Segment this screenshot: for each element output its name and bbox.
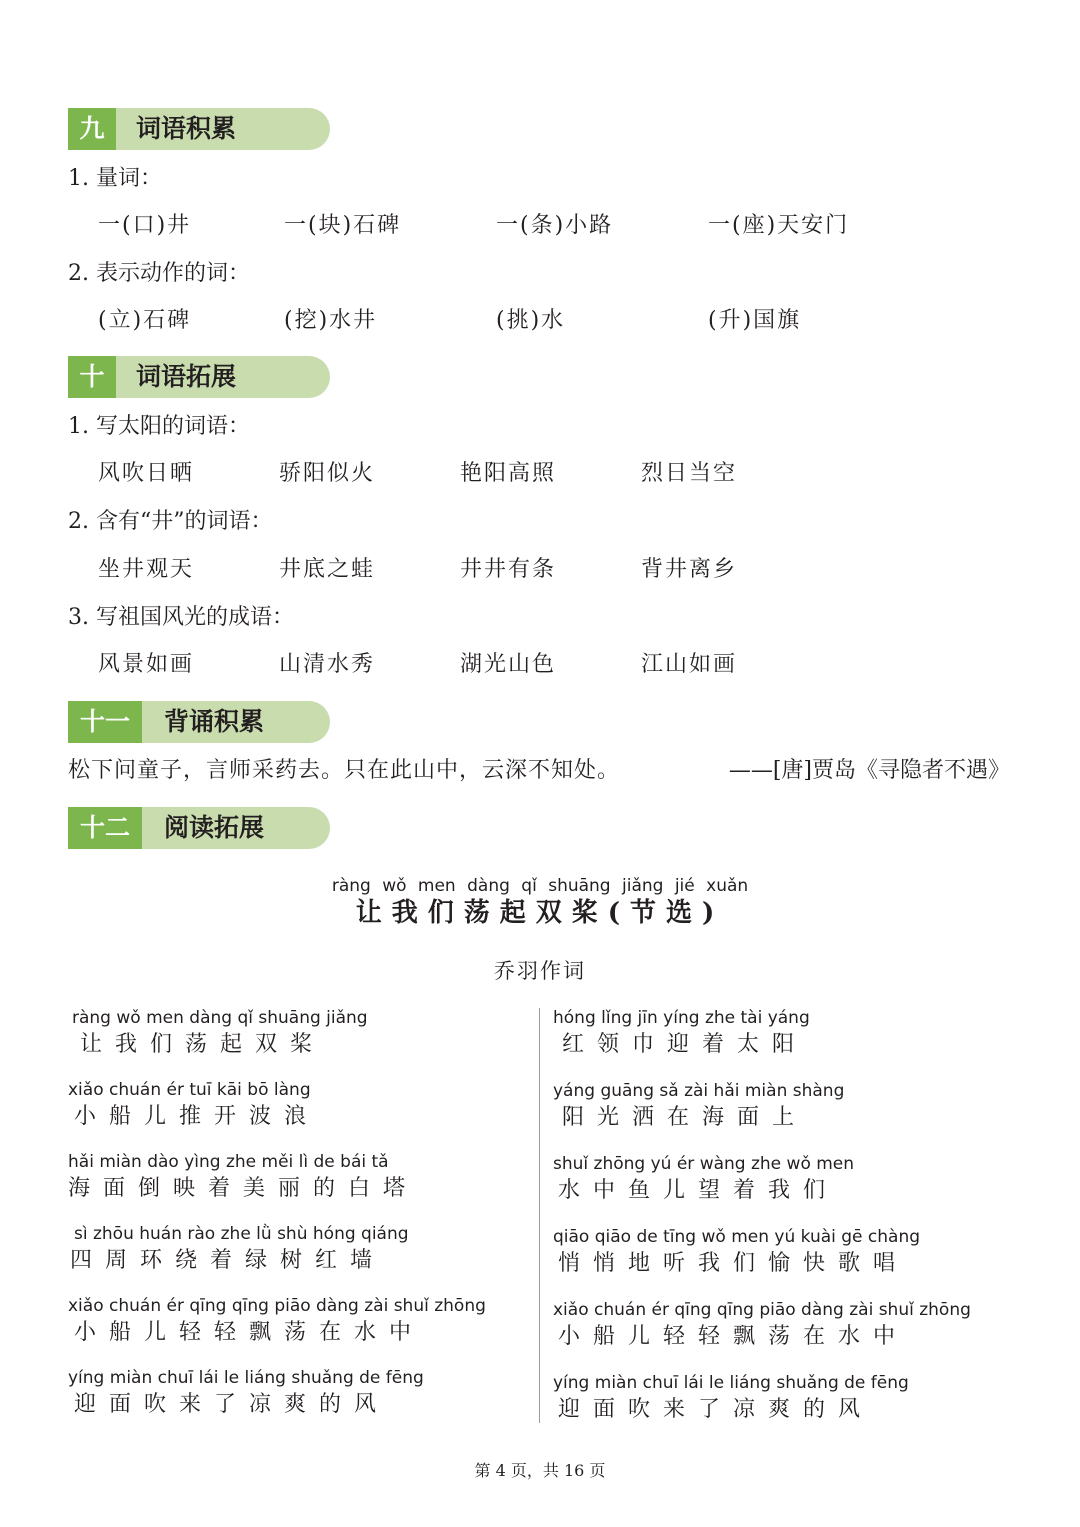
- lyric-pinyin: yíng miàn chuī lái le liáng shuǎng de fēng: [553, 1373, 909, 1393]
- word-item: 一(条)小路: [496, 213, 614, 238]
- lyric-pinyin: yíng miàn chuī lái le liáng shuǎng de fēng: [68, 1368, 424, 1388]
- word-item: 井底之蛙: [279, 557, 376, 582]
- section-header-11: [68, 701, 330, 743]
- word-item: 井井有条: [460, 557, 557, 582]
- page-footer: 第 4 页，共 16 页: [474, 1461, 606, 1480]
- lyric-pinyin: hóng lǐng jīn yíng zhe tài yáng: [553, 1008, 810, 1028]
- lyric-pinyin: xiǎo chuán ér qīng qīng piāo dàng zài shuǐ zhōng: [553, 1300, 971, 1320]
- section-number: 十: [68, 356, 116, 398]
- lyric-pinyin: sì zhōu huán rào zhe lǜ shù hóng qiáng: [74, 1224, 409, 1244]
- word-item: (升)国旗: [708, 308, 802, 333]
- word-item: 风景如画: [98, 652, 195, 677]
- section-number: 九: [68, 108, 116, 150]
- section-header-10: [68, 356, 330, 398]
- lyric-pinyin: xiǎo chuán ér tuī kāi bō làng: [68, 1080, 311, 1100]
- word-item: 一(块)石碑: [284, 213, 402, 238]
- lyric-line: 海 面 倒 映 着 美 丽 的 白 塔: [68, 1176, 408, 1201]
- word-item: 骄阳似火: [279, 461, 376, 486]
- lyric-line: 迎 面 吹 来 了 凉 爽 的 风: [74, 1392, 379, 1417]
- lyric-pinyin: ràng wǒ men dàng qǐ shuāng jiǎng: [72, 1008, 368, 1028]
- lyric-line: 迎 面 吹 来 了 凉 爽 的 风: [558, 1397, 863, 1422]
- word-item: 江山如画: [641, 652, 738, 677]
- section-title: 词语积累: [136, 114, 237, 143]
- lyric-line: 小 船 儿 轻 轻 飘 荡 在 水 中: [74, 1320, 414, 1345]
- question-label: 2. 表示动作的词：: [68, 261, 250, 286]
- word-item: 一(座)天安门: [708, 213, 850, 238]
- lyric-pinyin: hǎi miàn dào yìng zhe měi lì de bái tǎ: [68, 1152, 389, 1172]
- lyric-line: 小 船 儿 推 开 波 浪: [74, 1104, 309, 1129]
- lyric-line: 让 我 们 荡 起 双 桨: [80, 1032, 315, 1057]
- section-title: 阅读拓展: [164, 813, 265, 842]
- column-divider: [539, 1008, 540, 1423]
- section-title: 词语拓展: [136, 362, 237, 391]
- word-item: (立)石碑: [98, 308, 192, 333]
- question-label: 1. 量词：: [68, 166, 162, 191]
- lyric-pinyin: shuǐ zhōng yú ér wàng zhe wǒ men: [553, 1154, 855, 1174]
- lyric-pinyin: qiāo qiāo de tīng wǒ men yú kuài gē chàng: [553, 1227, 921, 1247]
- lyric-line: 阳 光 洒 在 海 面 上: [562, 1105, 797, 1130]
- word-item: 烈日当空: [641, 461, 738, 486]
- word-item: 湖光山色: [460, 652, 557, 677]
- song-author: 乔羽作词: [494, 959, 586, 983]
- lyric-line: 悄 悄 地 听 我 们 愉 快 歌 唱: [558, 1251, 898, 1276]
- word-item: 山清水秀: [279, 652, 376, 677]
- lyric-line: 红 领 巾 迎 着 太 阳: [562, 1032, 797, 1057]
- poem-source: ——[唐]贾岛《寻隐者不遇》: [728, 758, 1010, 783]
- question-label: 3. 写祖国风光的成语：: [68, 605, 294, 630]
- lyric-pinyin: xiǎo chuán ér qīng qīng piāo dàng zài shuǐ zhōng: [68, 1296, 486, 1316]
- lyric-line: 小 船 儿 轻 轻 飘 荡 在 水 中: [558, 1324, 898, 1349]
- song-title-pinyin: ràng wǒ men dàng qǐ shuāng jiǎng jié xuǎn: [331, 876, 749, 896]
- question-label: 1. 写太阳的词语：: [68, 414, 250, 439]
- word-item: (挑)水: [496, 308, 566, 333]
- section-number: 十一: [68, 701, 142, 743]
- lyric-line: 四 周 环 绕 着 绿 树 红 墙: [70, 1248, 375, 1273]
- word-item: 一(口)井: [98, 213, 192, 238]
- word-item: (挖)水井: [284, 308, 378, 333]
- section-header-9: [68, 108, 330, 150]
- poem-text: 松下问童子，言师采药去。只在此山中，云深不知处。: [68, 758, 621, 783]
- word-item: 风吹日晒: [98, 461, 195, 486]
- lyric-line: 水 中 鱼 儿 望 着 我 们: [558, 1178, 828, 1203]
- section-number: 十二: [68, 807, 142, 849]
- word-item: 坐井观天: [98, 557, 195, 582]
- lyric-pinyin: yáng guāng sǎ zài hǎi miàn shàng: [553, 1081, 845, 1101]
- song-title: 让我们荡起双桨(节选): [355, 898, 725, 928]
- word-item: 艳阳高照: [460, 461, 557, 486]
- word-item: 背井离乡: [641, 557, 738, 582]
- question-label: 2. 含有“井”的词语：: [68, 509, 273, 534]
- section-header-12: [68, 807, 330, 849]
- section-title: 背诵积累: [164, 707, 265, 736]
